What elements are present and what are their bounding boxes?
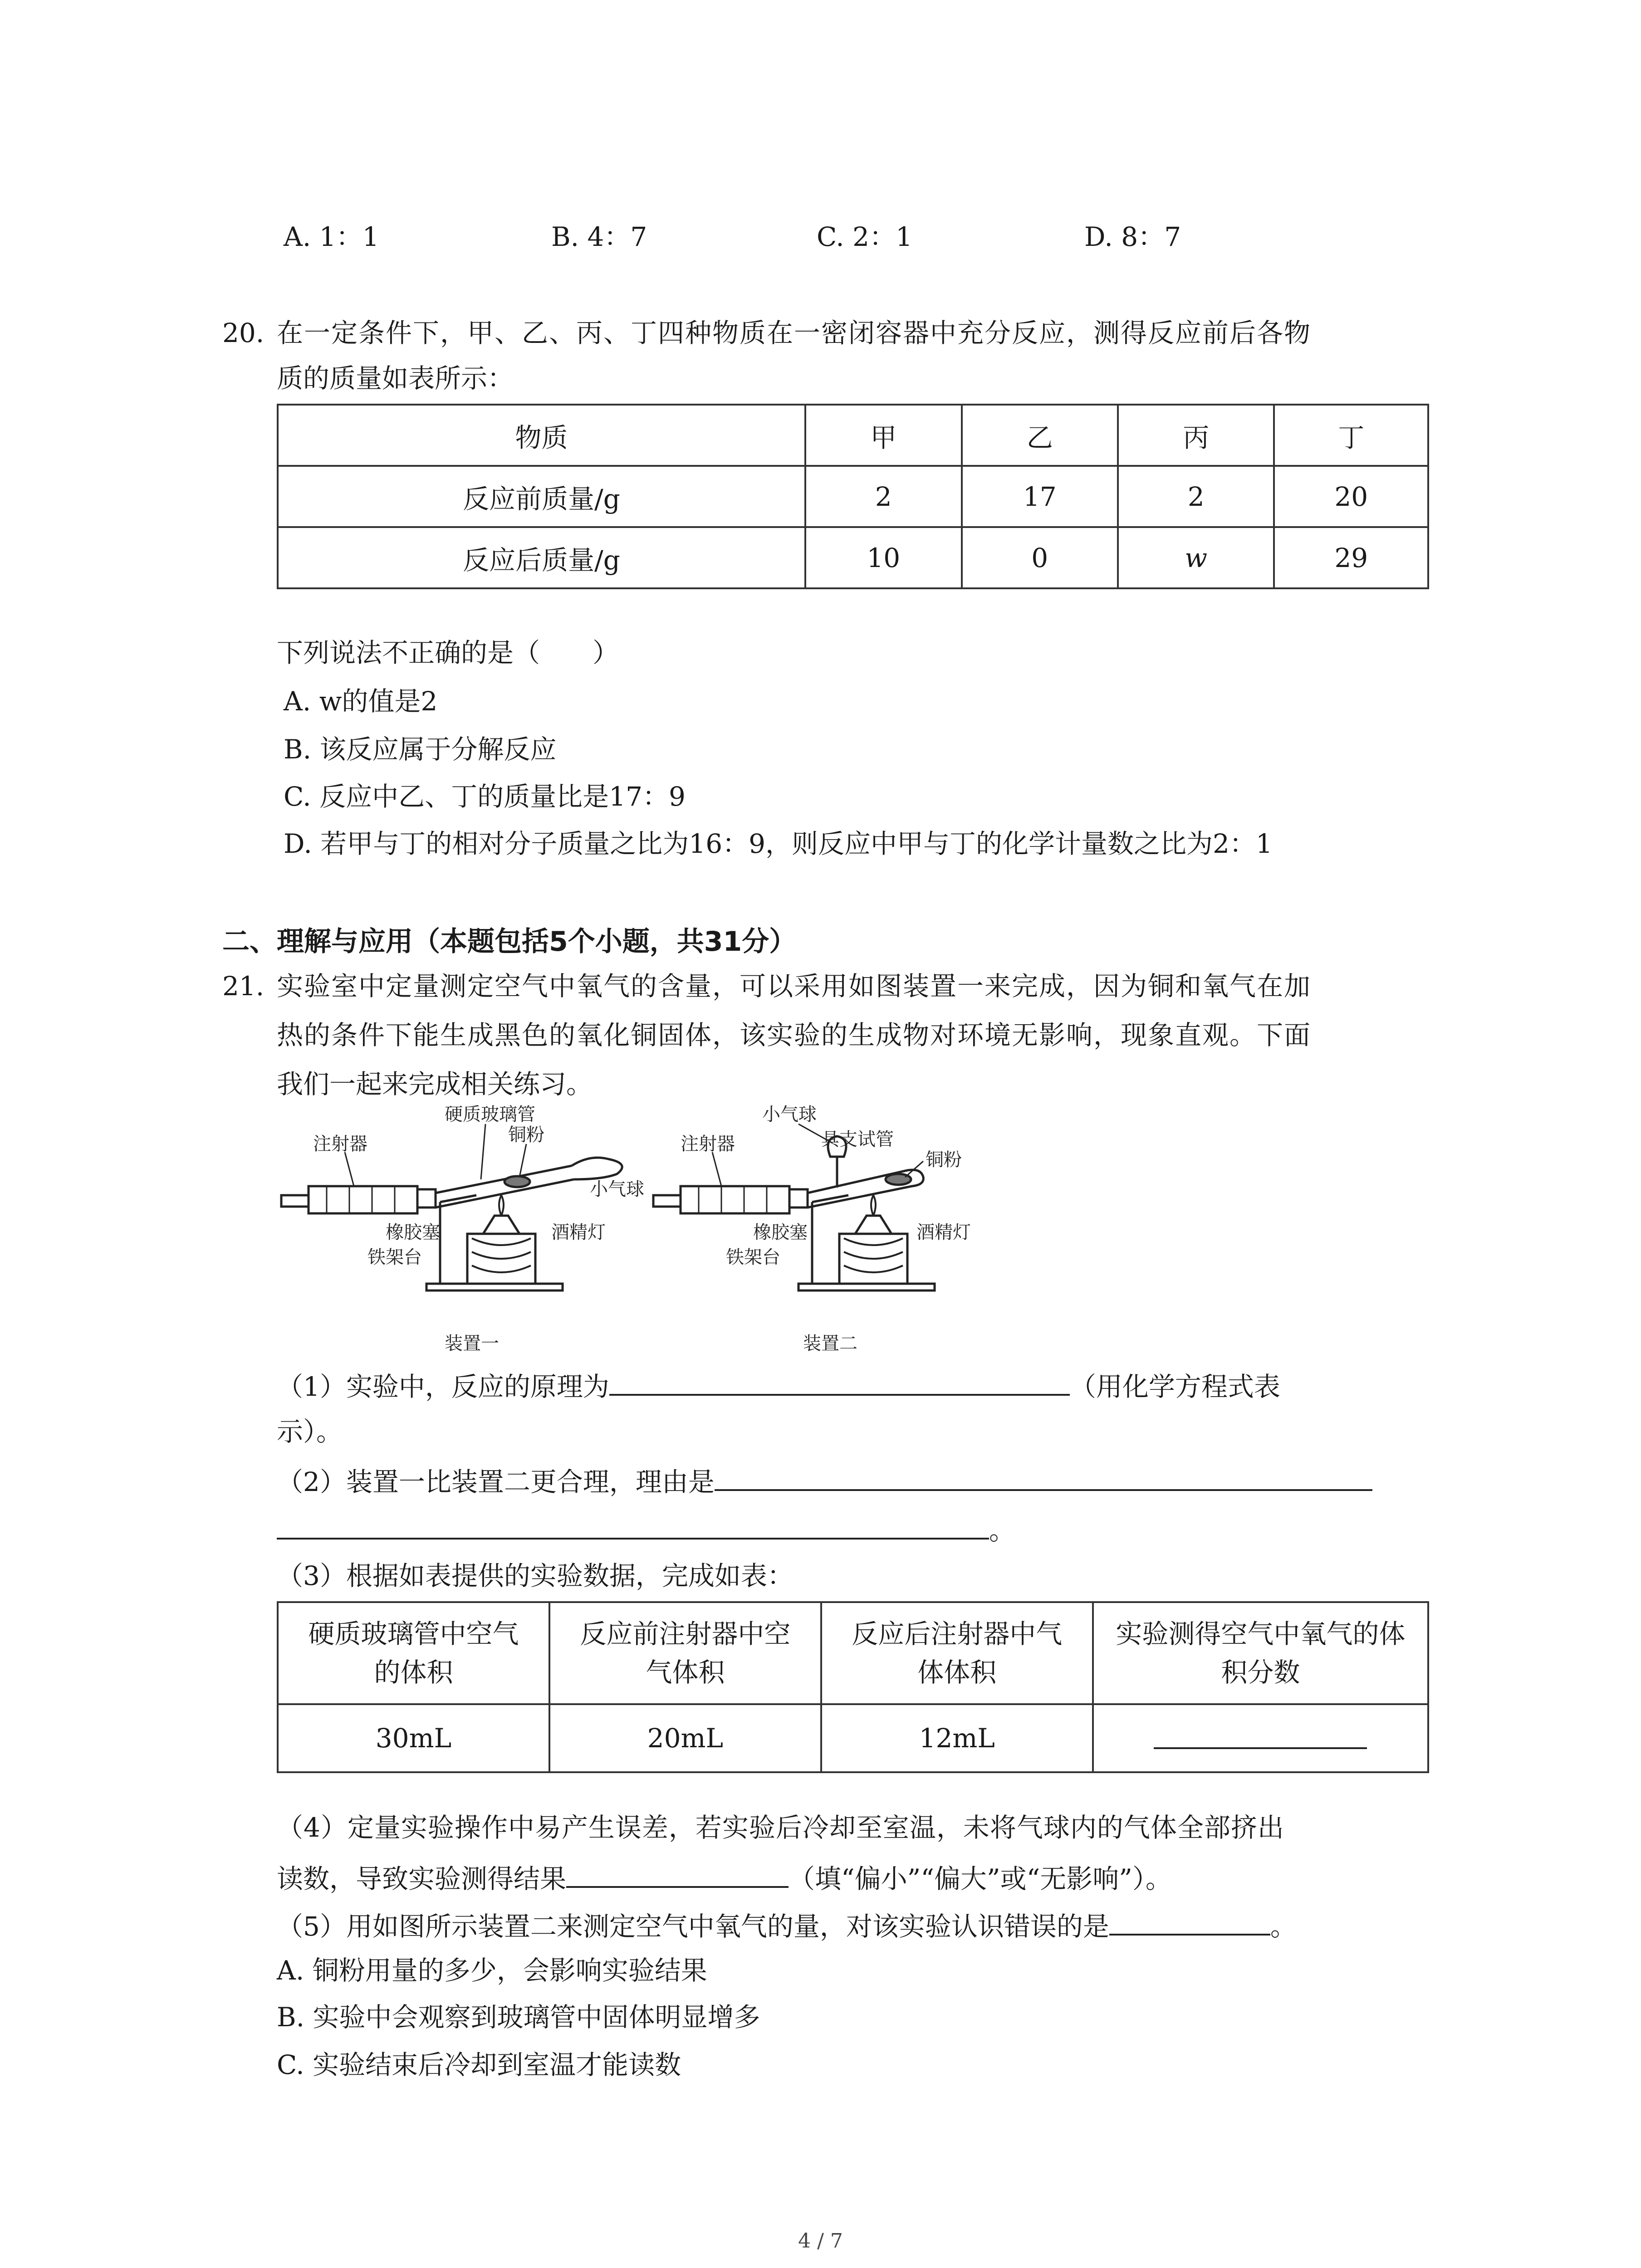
q20-cell: 20	[1274, 466, 1428, 527]
q21-option-b: B. 实验中会观察到玻璃管中固体明显增多	[277, 2002, 760, 2033]
device2-label-tube: 具支试管	[821, 1129, 894, 1150]
device2-stand-base	[798, 1284, 935, 1290]
q20-cell: 10	[805, 527, 961, 588]
q20-option-b: B. 该反应属于分解反应	[284, 734, 557, 765]
q21-sub1-line2: 示）。	[277, 1416, 343, 1447]
page-number: 4 / 7	[798, 2229, 843, 2253]
q21-sub2-answer-blank-2[interactable]	[277, 1511, 989, 1540]
q21-sub3-prompt: （3）根据如表提供的实验数据，完成如表：	[277, 1560, 794, 1591]
device2-label-syringe: 注射器	[681, 1134, 735, 1154]
q21-stem-line2: 热的条件下能生成黑色的氧化铜固体，该实验的生成物对环境无影响，现象直观。下面	[277, 1020, 1312, 1051]
q20-number: 20.	[222, 318, 265, 348]
q20-table-header-row	[278, 405, 1428, 466]
device2-caption: 装置二	[803, 1333, 857, 1354]
device1-label-stand: 铁架台	[367, 1247, 422, 1268]
device1-label-syringe: 注射器	[313, 1134, 367, 1154]
q20-option-c: C. 反应中乙、丁的质量比是17：9	[284, 781, 686, 812]
q20-cell: 反应后质量/g	[278, 527, 805, 588]
q21-sub2-answer-blank-1[interactable]	[715, 1463, 1372, 1491]
q19-option-b: B. 4：7	[551, 221, 647, 252]
device1-syringe-barrel	[309, 1186, 417, 1213]
device2-label-stopper: 橡胶塞	[753, 1222, 808, 1243]
q21-sub5-line	[277, 1907, 1297, 1943]
device1-label-balloon: 小气球	[590, 1179, 644, 1200]
device2-syringe-barrel	[681, 1186, 789, 1213]
q20-header-cell: 物质	[278, 405, 805, 466]
q21-stem-line1: 实验室中定量测定空气中氧气的含量，可以采用如图装置一来完成，因为铜和氧气在加	[277, 971, 1312, 1002]
device2-syringe-plunger	[653, 1195, 681, 1207]
q20-cell: 2	[805, 466, 961, 527]
q21-sub1-line1	[277, 1368, 1280, 1403]
device1-balloon	[572, 1158, 622, 1179]
q21-sub1-suffix: （用化学方程式表	[1069, 1371, 1280, 1402]
q20-cell: 2	[1118, 466, 1274, 527]
q21-header-cell: 反应后注射器中气体体积	[821, 1602, 1093, 1704]
q21-option-a: A. 铜粉用量的多少，会影响实验结果	[277, 1955, 707, 1986]
q21-sub5-answer-blank[interactable]	[1109, 1907, 1270, 1936]
q21-cell-air-volume: 30mL	[278, 1704, 549, 1772]
device2-rubber-stopper	[789, 1189, 808, 1207]
q21-stem-line3: 我们一起来完成相关练习。	[277, 1069, 593, 1100]
q20-cell: 29	[1274, 527, 1428, 588]
device1-label-copper: 铜粉	[508, 1124, 544, 1145]
device2-lamp-top	[855, 1216, 892, 1234]
device2-drawing	[653, 1136, 935, 1290]
q21-header-cell: 硬质玻璃管中空气的体积	[278, 1602, 549, 1704]
q21-sub2-end: 。	[989, 1515, 1016, 1546]
q21-sub1-prompt: （1）实验中，反应的原理为	[277, 1371, 609, 1402]
device2-flame	[871, 1195, 876, 1216]
q21-oxygen-fraction-blank[interactable]	[1154, 1721, 1367, 1749]
q20-option-d: D. 若甲与丁的相对分子质量之比为16：9，则反应中甲与丁的化学计量数之比为2：1	[284, 828, 1273, 859]
device2-labels	[681, 1104, 971, 1354]
q20-question: 下列说法不正确的是（ ）	[277, 637, 619, 668]
q20-cell: w	[1118, 527, 1274, 588]
q21-option-c: C. 实验结束后冷却到室温才能读数	[277, 2049, 681, 2080]
q21-sub5-end: 。	[1270, 1911, 1297, 1942]
device1-rubber-stopper	[417, 1189, 436, 1207]
q20-cell: 17	[962, 466, 1118, 527]
q20-stem-line1: 在一定条件下，甲、乙、丙、丁四种物质在一密闭容器中充分反应，测得反应前后各物	[277, 318, 1312, 348]
device1-copper-powder	[505, 1176, 530, 1187]
q20-cell: 反应前质量/g	[278, 466, 805, 527]
q19-option-c: C. 2：1	[817, 221, 912, 252]
device2-label-balloon: 小气球	[762, 1104, 817, 1125]
q20-header-cell: 丙	[1118, 405, 1274, 466]
q19-option-a: A. 1：1	[284, 221, 379, 252]
q21-sub4-prompt: 读数，导致实验测得结果	[277, 1863, 567, 1894]
q21-sub2-line2	[277, 1511, 1015, 1547]
q21-sub4-line2	[277, 1860, 1172, 1895]
device1-label-tube: 硬质玻璃管	[445, 1104, 535, 1125]
q21-volume-table	[277, 1601, 1429, 1773]
q20-cell: 0	[962, 527, 1118, 588]
device2-label-stand: 铁架台	[726, 1247, 780, 1268]
device1-glass-tube	[436, 1166, 574, 1207]
q21-header-cell: 实验测得空气中氧气的体积分数	[1093, 1602, 1428, 1704]
device1-stand-base	[426, 1284, 563, 1290]
q21-cell-syringe-before: 20mL	[549, 1704, 821, 1772]
q21-sub2-line1	[277, 1463, 1372, 1498]
q20-stem-line2: 质的质量如表所示：	[277, 363, 514, 394]
device1-labels	[313, 1104, 644, 1354]
q21-sub4-line1: （4）定量实验操作中易产生误差，若实验后冷却至室温，未将气球内的气体全部挤出	[277, 1812, 1284, 1843]
q21-table-header-row	[278, 1602, 1428, 1704]
apparatus-figure	[272, 1102, 989, 1361]
section-title: 二、理解与应用（本题包括5个小题，共31分）	[222, 926, 797, 958]
q21-number: 21.	[222, 971, 265, 1002]
device1-label-lamp: 酒精灯	[551, 1222, 606, 1243]
q21-sub4-answer-blank[interactable]	[566, 1860, 789, 1888]
q20-header-cell: 乙	[962, 405, 1118, 466]
q20-table-row	[278, 466, 1428, 527]
q21-table-row	[278, 1704, 1428, 1772]
q21-sub2-prompt: （2）装置一比装置二更合理，理由是	[277, 1466, 715, 1497]
q21-cell-syringe-after: 12mL	[821, 1704, 1093, 1772]
device1-syringe-plunger	[281, 1195, 309, 1207]
q20-mass-table	[277, 404, 1429, 589]
device2-label-lamp: 酒精灯	[916, 1222, 971, 1243]
q19-option-d: D. 8：7	[1084, 221, 1181, 252]
q21-header-cell: 反应前注射器中空气体积	[549, 1602, 821, 1704]
device2-label-copper: 铜粉	[926, 1149, 962, 1170]
device1-label-stopper: 橡胶塞	[386, 1222, 440, 1243]
device1-flame	[499, 1195, 504, 1216]
q20-header-cell: 丁	[1274, 405, 1428, 466]
q21-sub1-answer-blank[interactable]	[609, 1368, 1070, 1396]
q21-sub4-suffix: （填“偏小”“偏大”或“无影响”）。	[789, 1863, 1172, 1894]
q21-sub5-prompt: （5）用如图所示装置二来测定空气中氧气的量，对该实验认识错误的是	[277, 1911, 1109, 1942]
q20-header-cell: 甲	[805, 405, 961, 466]
device1-caption: 装置一	[445, 1333, 499, 1354]
q21-cell-oxygen-fraction	[1093, 1704, 1428, 1772]
q20-option-a: A. w的值是2	[284, 686, 438, 717]
device1-lamp-top	[483, 1216, 519, 1234]
q20-table-row	[278, 527, 1428, 588]
